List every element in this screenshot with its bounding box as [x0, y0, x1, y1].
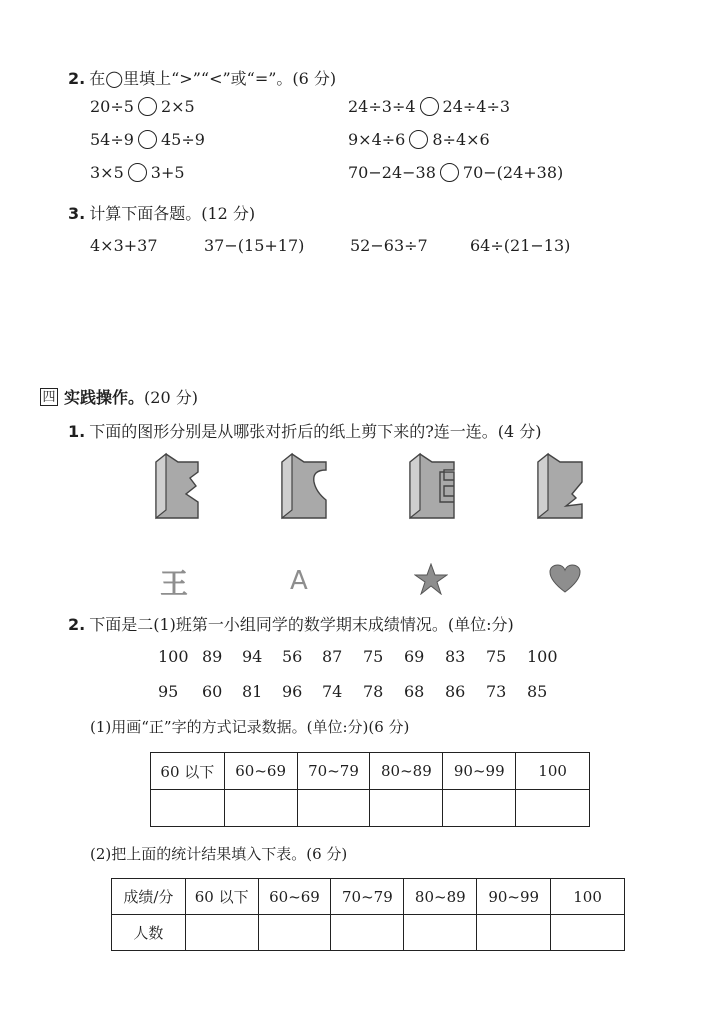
- tally-table: [150, 752, 590, 827]
- q2-text: 在◯里填上“>”“<”或“=”。(6 分): [89, 69, 337, 88]
- scores-row-1: [158, 647, 571, 666]
- expr-left: 20÷5: [90, 97, 134, 116]
- q2-heading: [68, 66, 336, 89]
- q3-item-3: 52−63÷7: [350, 236, 428, 255]
- q2-expr-2-left: [90, 130, 205, 149]
- p1-heading: [68, 419, 542, 442]
- heart-icon[interactable]: [549, 564, 581, 594]
- score: 73: [486, 682, 507, 701]
- score: 69: [404, 647, 425, 666]
- expr-left: 9×4÷6: [348, 130, 406, 149]
- p1-number: 1.: [68, 422, 86, 441]
- shape-wang[interactable]: 王: [160, 567, 189, 600]
- p2-sub1: (1)用画“正”字的方式记录数据。(单位:分)(6 分): [90, 718, 410, 736]
- q2-expr-2-right: [348, 130, 490, 149]
- expr-right: 45÷9: [160, 130, 205, 149]
- p1-text: 下面的图形分别是从哪张对折后的纸上剪下来的?连一连。(4 分): [89, 422, 542, 441]
- q3-heading: [68, 201, 255, 224]
- compare-circle[interactable]: [138, 97, 157, 116]
- expr-right: 70−(24+38): [462, 163, 564, 182]
- tally-cell[interactable]: [151, 790, 225, 827]
- compare-circle[interactable]: [409, 130, 428, 149]
- q2-number: 2.: [68, 69, 86, 88]
- count-cell[interactable]: [551, 915, 625, 951]
- score: 95: [158, 682, 179, 701]
- count-row-label: 人数: [112, 915, 186, 951]
- folded-paper-figures: [150, 450, 610, 525]
- p2-heading: [68, 612, 514, 635]
- score: 89: [202, 647, 223, 666]
- expr-left: 54÷9: [90, 130, 134, 149]
- tally-cell[interactable]: [443, 790, 516, 827]
- score: 100: [527, 647, 558, 666]
- shape-letter-a[interactable]: A: [290, 566, 308, 596]
- score: 81: [242, 682, 263, 701]
- expr-right: 3+5: [150, 163, 185, 182]
- q3-text: 计算下面各题。(12 分): [89, 204, 256, 223]
- score: 68: [404, 682, 425, 701]
- score: 60: [202, 682, 223, 701]
- count-cell[interactable]: [477, 915, 551, 951]
- score: 74: [322, 682, 343, 701]
- q3-item-1: 4×3+37: [90, 236, 158, 255]
- section-title: 实践操作。: [64, 388, 145, 407]
- tally-header: 90~99: [443, 753, 516, 790]
- folded-paper-2[interactable]: [282, 454, 326, 518]
- folded-paper-1[interactable]: [156, 454, 198, 518]
- count-header: 成绩/分: [112, 879, 186, 915]
- section-points: (20 分): [144, 388, 198, 407]
- scores-row-2: [158, 682, 571, 701]
- star-icon[interactable]: [414, 563, 448, 595]
- count-table: [111, 878, 625, 951]
- count-header: 80~89: [404, 879, 477, 915]
- count-header: 70~79: [331, 879, 404, 915]
- score: 75: [363, 647, 384, 666]
- folded-paper-4[interactable]: [538, 454, 582, 518]
- score: 100: [158, 647, 189, 666]
- q2-expr-1-left: [90, 97, 195, 116]
- q3-item-2: 37−(15+17): [204, 236, 305, 255]
- score: 87: [322, 647, 343, 666]
- expr-right: 8÷4×6: [432, 130, 490, 149]
- tally-cell[interactable]: [516, 790, 590, 827]
- count-cell[interactable]: [404, 915, 477, 951]
- count-cell[interactable]: [185, 915, 258, 951]
- compare-circle[interactable]: [138, 130, 157, 149]
- score: 56: [282, 647, 303, 666]
- tally-header: 70~79: [297, 753, 370, 790]
- count-header: 60~69: [258, 879, 331, 915]
- q2-expr-3-left: [90, 163, 185, 182]
- q2-expr-3-right: [348, 163, 563, 182]
- expr-left: 3×5: [90, 163, 124, 182]
- count-cell[interactable]: [331, 915, 404, 951]
- tally-header: 60~69: [224, 753, 297, 790]
- section4-heading: [40, 385, 198, 408]
- compare-circle[interactable]: [440, 163, 459, 182]
- score: 78: [363, 682, 384, 701]
- q3-item-4: 64÷(21−13): [470, 236, 571, 255]
- expr-right: 2×5: [160, 97, 195, 116]
- expr-right: 24÷4÷3: [442, 97, 511, 116]
- score: 96: [282, 682, 303, 701]
- p2-number: 2.: [68, 615, 86, 634]
- tally-cell[interactable]: [370, 790, 443, 827]
- tally-cell[interactable]: [297, 790, 370, 827]
- q3-number: 3.: [68, 204, 86, 223]
- score: 86: [445, 682, 466, 701]
- compare-circle[interactable]: [128, 163, 147, 182]
- tally-header: 100: [516, 753, 590, 790]
- tally-cell[interactable]: [224, 790, 297, 827]
- tally-header: 60 以下: [151, 753, 225, 790]
- folded-paper-3[interactable]: [410, 454, 454, 518]
- count-cell[interactable]: [258, 915, 331, 951]
- count-header: 90~99: [477, 879, 551, 915]
- compare-circle[interactable]: [420, 97, 439, 116]
- expr-left: 24÷3÷4: [348, 97, 416, 116]
- score: 94: [242, 647, 263, 666]
- p2-sub2: (2)把上面的统计结果填入下表。(6 分): [90, 845, 348, 863]
- section-number-box: 四: [40, 388, 58, 406]
- tally-header: 80~89: [370, 753, 443, 790]
- count-header: 100: [551, 879, 625, 915]
- p2-text: 下面是二(1)班第一小组同学的数学期末成绩情况。(单位:分): [89, 615, 514, 634]
- count-header: 60 以下: [185, 879, 258, 915]
- score: 85: [527, 682, 548, 701]
- score: 75: [486, 647, 507, 666]
- score: 83: [445, 647, 466, 666]
- q2-expr-1-right: [348, 97, 510, 116]
- expr-left: 70−24−38: [348, 163, 436, 182]
